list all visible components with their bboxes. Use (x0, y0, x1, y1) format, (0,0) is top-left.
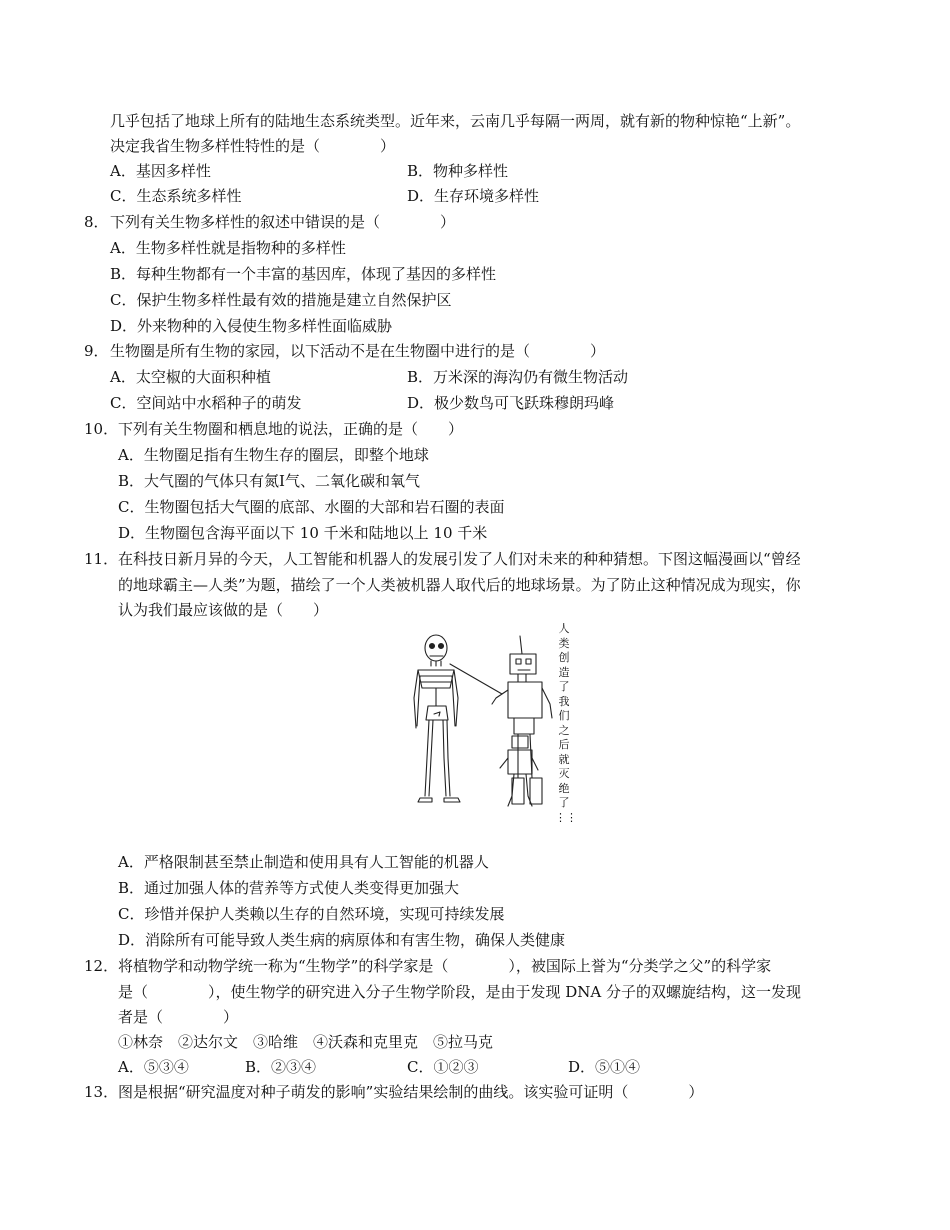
robot-figure-small (500, 736, 538, 806)
cartoon-char: 造 (558, 665, 570, 679)
q11-option-b: B．通过加强人体的营养等方式使人类变得更加强大 (118, 879, 460, 897)
q12-option-a: A．⑤③④ (118, 1058, 189, 1076)
q10-option-a: A．生物圈足指有生物生存的圈层，即整个地球 (118, 446, 429, 464)
q12-option-d: D．⑤①④ (568, 1058, 641, 1076)
q11-option-c: C．珍惜并保护人类赖以生存的自然环境，实现可持续发展 (118, 905, 505, 923)
cartoon-char: 我 (558, 694, 570, 708)
cartoon-char: 们 (558, 709, 570, 722)
q8-option-c: C．保护生物多样性最有效的措施是建立自然保护区 (110, 291, 452, 309)
q10-stem: 下列有关生物圈和栖息地的说法，正确的是（ ） (118, 420, 464, 438)
q11-option-d: D．消除所有可能导致人类生病的病原体和有害生物，确保人类健康 (118, 931, 566, 949)
q9-number: 9． (84, 342, 109, 360)
q12-option-c: C．①②③ (407, 1058, 479, 1076)
q12-choice-list: ①林奈 ②达尔文 ③哈维 ④沃森和克里克 ⑤拉马克 (118, 1033, 494, 1051)
q11-stem-line-3: 认为我们最应该做的是（ ） (118, 601, 329, 619)
q7-option-a: A．基因多样性 (110, 162, 211, 180)
q9-option-a: A．太空椒的大面积种植 (110, 368, 271, 386)
robot-figure-large (492, 636, 552, 804)
cartoon-char: 创 (558, 651, 570, 664)
q9-option-d: D．极少数鸟可飞跃珠穆朗玛峰 (407, 394, 615, 412)
cartoon-char: 人 (558, 622, 570, 635)
q7-stem-cont-1: 几乎包括了地球上所有的陆地生态系统类型。近年来，云南几乎每隔一两周，就有新的物种惊艳“上新”。 (110, 112, 801, 130)
cartoon-char: 之 (558, 723, 570, 737)
cartoon-char: ⋮⋮ (555, 810, 577, 824)
q12-stem-line-3: 者是（ ） (118, 1008, 239, 1026)
q12-stem-line-2: 是（ ），使生物学的研究进入分子生物学阶段，是由于发现 DNA 分子的双螺旋结构，这一发现 (118, 983, 802, 1001)
q11-number: 11． (84, 550, 119, 568)
q10-option-c: C．生物圈包括大气圈的底部、水圈的大部和岩石圈的表面 (118, 498, 505, 516)
q12-stem-line-1: 将植物学和动物学统一称为“生物学”的科学家是（ ），被国际上誉为“分类学之父”的科学家 (118, 957, 772, 975)
q10-number: 10． (84, 420, 119, 438)
q7-option-b: B．物种多样性 (407, 162, 509, 180)
q11-option-a: A．严格限制甚至禁止制造和使用具有人工智能的机器人 (118, 853, 489, 871)
q8-option-a: A．生物多样性就是指物种的多样性 (110, 239, 346, 257)
skeleton-figure (414, 635, 460, 802)
q7-stem-cont-2: 决定我省生物多样性特性的是（ ） (110, 137, 396, 155)
q9-option-c: C．空间站中水稻种子的萌发 (110, 394, 302, 412)
cartoon-char: 后 (558, 738, 570, 751)
q10-option-d: D．生物圈包含海平面以下 10 千米和陆地以上 10 千米 (118, 524, 488, 542)
cartoon-char: 类 (558, 636, 570, 650)
q13-stem: 图是根据“研究温度对种子萌发的影响”实验结果绘制的曲线。该实验可证明（ ） (118, 1083, 704, 1101)
pointer-stick (450, 664, 502, 694)
q12-number: 12． (84, 957, 119, 975)
cartoon-char: 绝 (558, 781, 570, 795)
q8-stem: 下列有关生物多样性的叙述中错误的是（ ） (110, 213, 456, 231)
q7-option-d: D．生存环境多样性 (407, 187, 540, 205)
cartoon-char: 了 (558, 680, 570, 693)
cartoon-char: 灭 (558, 767, 570, 780)
q8-option-d: D．外来物种的入侵使生物多样性面临威胁 (110, 317, 393, 335)
q12-option-b: B．②③④ (245, 1058, 317, 1076)
q8-number: 8． (84, 213, 109, 231)
q9-stem: 生物圈是所有生物的家园，以下活动不是在生物圈中进行的是（ ） (110, 342, 606, 360)
q11-stem-line-2: 的地球霸主—人类”为题，描绘了一个人类被机器人取代后的地球场景。为了防止这种情况成为现实，你 (118, 576, 801, 594)
q13-number: 13． (84, 1083, 119, 1101)
q9-option-b: B．万米深的海沟仍有微生物活动 (407, 368, 629, 386)
cartoon-char: 了 (558, 796, 570, 809)
q7-option-c: C．生态系统多样性 (110, 187, 242, 205)
q8-option-b: B．每种生物都有一个丰富的基因库，体现了基因的多样性 (110, 265, 497, 283)
q11-stem-line-1: 在科技日新月异的今天，人工智能和机器人的发展引发了人们对未来的种种猜想。下图这幅漫画以“曾经 (118, 550, 801, 568)
q10-option-b: B．大气圈的气体只有氮Ⅰ气、二氧化碳和氧气 (118, 472, 420, 490)
cartoon-char: 就 (558, 752, 570, 766)
cartoon-caption (555, 622, 577, 825)
